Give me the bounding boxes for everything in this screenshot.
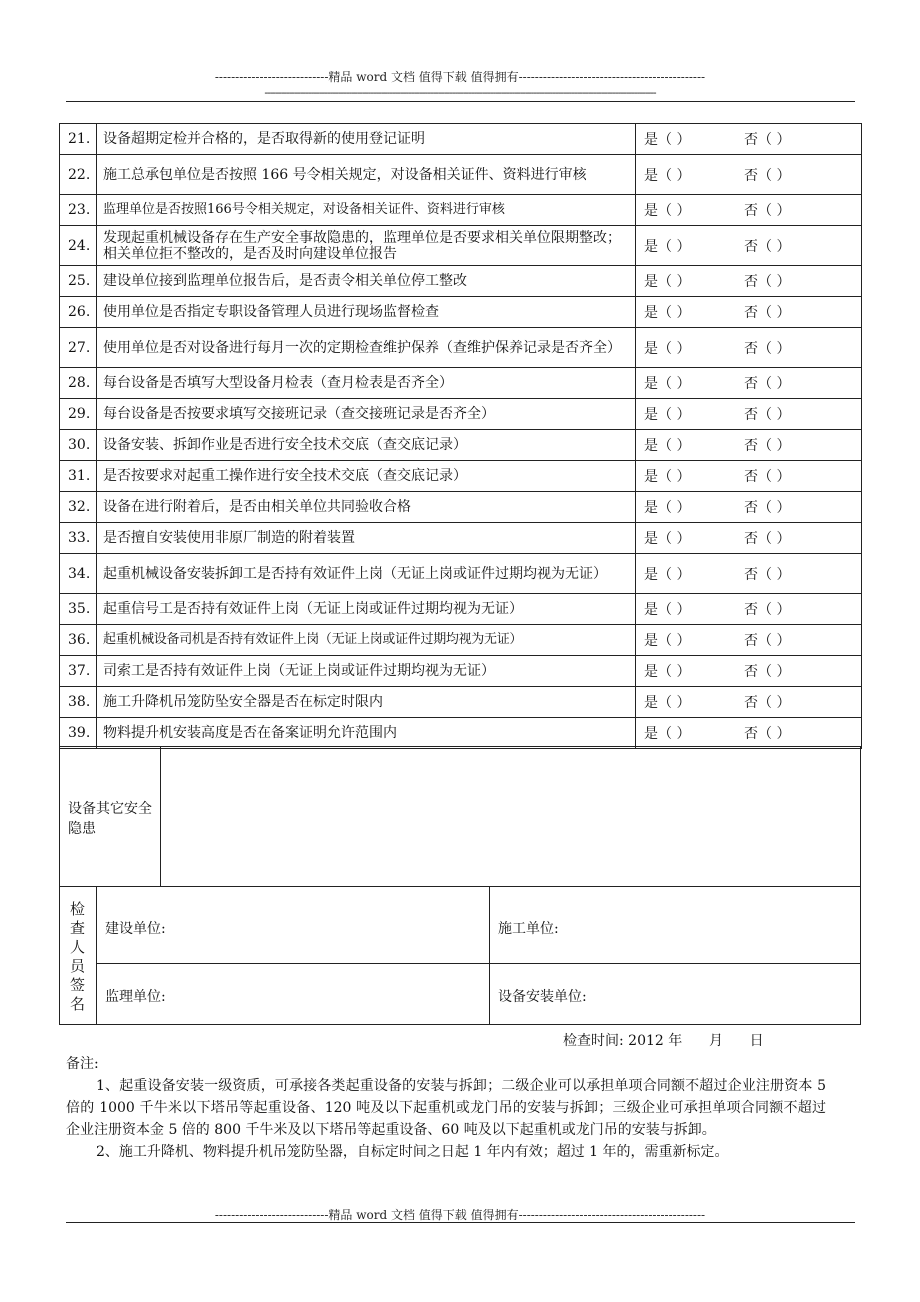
yes-option[interactable]: 是（ ） [644, 602, 691, 618]
row-item: 建设单位接到监理单位报告后，是否责令相关单位停工整改 [97, 266, 636, 297]
row-number: 23. [60, 195, 97, 226]
row-answer [636, 226, 862, 266]
construction-unit-label: 建设单位: [105, 921, 166, 937]
row-answer [636, 656, 862, 687]
row-answer [636, 461, 862, 492]
signature-label: 检查人员签名 [70, 900, 86, 1013]
row-answer [636, 124, 862, 155]
yes-option[interactable]: 是（ ） [644, 274, 691, 290]
no-option[interactable]: 否（ ） [744, 238, 791, 255]
no-option[interactable]: 否（ ） [744, 531, 791, 547]
row-number: 39. [60, 718, 97, 749]
yes-option[interactable]: 是（ ） [644, 633, 691, 649]
note-item: 1、起重设备安装一级资质，可承接各类起重设备的安装与拆卸；二级企业可以承担单项合同额不超过企业注册资本 5 倍的 1000 千牛米以下塔吊等起重设备、120 吨及以下起重机或龙门吊的安装与拆卸；三级企业可承担单项合同额不超过企业注册资本金 5 倍的 800 千牛米及以下塔吊等起重设备、60 吨及以下起重机或龙门吊的安装与拆卸。 [66, 1078, 826, 1138]
table-row [60, 656, 862, 687]
row-answer [636, 492, 862, 523]
no-option[interactable]: 否（ ） [744, 438, 791, 454]
row-number: 31. [60, 461, 97, 492]
table-row [60, 687, 862, 718]
row-number: 38. [60, 687, 97, 718]
row-item: 起重机械设备安装拆卸工是否持有效证件上岗（无证上岗或证件过期均视为无证） [97, 554, 636, 594]
no-option[interactable]: 否（ ） [744, 469, 791, 485]
row-answer [636, 718, 862, 749]
no-option[interactable]: 否（ ） [744, 167, 791, 184]
table-row [60, 266, 862, 297]
row-item: 物料提升机安装高度是否在备案证明允许范围内 [97, 718, 636, 749]
yes-option[interactable]: 是（ ） [644, 695, 691, 711]
row-answer [636, 625, 862, 656]
table-row [60, 523, 862, 554]
installation-unit-label: 设备安装单位: [498, 989, 587, 1005]
row-number: 37. [60, 656, 97, 687]
no-option[interactable]: 否（ ） [744, 132, 791, 148]
row-number: 30. [60, 430, 97, 461]
table-row [60, 368, 862, 399]
yes-option[interactable]: 是（ ） [644, 438, 691, 454]
row-item: 起重机械设备司机是否持有效证件上岗（无证上岗或证件过期均视为无证） [97, 625, 636, 656]
checklist-table [59, 123, 862, 749]
yes-option[interactable]: 是（ ） [644, 469, 691, 485]
supervision-unit-label: 监理单位: [105, 989, 166, 1005]
row-answer [636, 594, 862, 625]
row-item: 起重信号工是否持有效证件上岗（无证上岗或证件过期均视为无证） [97, 594, 636, 625]
table-row [60, 226, 862, 266]
row-item: 司索工是否持有效证件上岗（无证上岗或证件过期均视为无证） [97, 656, 636, 687]
no-option[interactable]: 否（ ） [744, 340, 791, 357]
table-row [60, 195, 862, 226]
row-answer [636, 554, 862, 594]
table-row [60, 461, 862, 492]
no-option[interactable]: 否（ ） [744, 274, 791, 290]
row-item: 施工升降机吊笼防坠安全器是否在标定时限内 [97, 687, 636, 718]
yes-option[interactable]: 是（ ） [644, 664, 691, 680]
yes-option[interactable]: 是（ ） [644, 305, 691, 321]
yes-option[interactable]: 是（ ） [644, 132, 691, 148]
row-item: 监理单位是否按照166号令相关规定，对设备相关证件、资料进行审核 [97, 195, 636, 226]
table-row [60, 399, 862, 430]
no-option[interactable]: 否（ ） [744, 695, 791, 711]
signature-section [59, 886, 861, 1025]
row-answer [636, 430, 862, 461]
other-hazards-label: 设备其它安全隐患 [68, 801, 152, 837]
no-option[interactable]: 否（ ） [744, 566, 791, 583]
yes-option[interactable]: 是（ ） [644, 531, 691, 547]
row-number: 27. [60, 328, 97, 368]
yes-option[interactable]: 是（ ） [644, 167, 691, 184]
row-number: 26. [60, 297, 97, 328]
row-item: 是否擅自安装使用非原厂制造的附着装置 [97, 523, 636, 554]
row-number: 33. [60, 523, 97, 554]
yes-option[interactable]: 是（ ） [644, 340, 691, 357]
header-rule [66, 101, 855, 102]
yes-option[interactable]: 是（ ） [644, 376, 691, 392]
page-footer-banner: ----------------------------精品 word 文档 值得下载 值得拥有---------------------------------------------- [214, 1208, 706, 1222]
row-item: 使用单位是否对设备进行每月一次的定期检查维护保养（查维护保养记录是否齐全） [97, 328, 636, 368]
notes-title: 备注: [66, 1056, 99, 1072]
row-item: 施工总承包单位是否按照 166 号令相关规定，对设备相关证件、资料进行审核 [97, 155, 636, 195]
row-answer [636, 195, 862, 226]
builder-unit-cell[interactable] [490, 887, 860, 964]
row-number: 24. [60, 226, 97, 266]
table-row [60, 625, 862, 656]
no-option[interactable]: 否（ ） [744, 305, 791, 321]
yes-option[interactable]: 是（ ） [644, 726, 691, 742]
table-row [60, 297, 862, 328]
other-hazards-label-cell [60, 747, 161, 886]
no-option[interactable]: 否（ ） [744, 500, 791, 516]
checklist-body [60, 124, 862, 749]
installation-unit-cell[interactable] [490, 964, 860, 1024]
row-item: 每台设备是否按要求填写交接班记录（查交接班记录是否齐全） [97, 399, 636, 430]
no-option[interactable]: 否（ ） [744, 664, 791, 680]
table-row [60, 124, 862, 155]
yes-option[interactable]: 是（ ） [644, 238, 691, 255]
row-item: 使用单位是否指定专职设备管理人员进行现场监督检查 [97, 297, 636, 328]
row-number: 21. [60, 124, 97, 155]
note-item: 2、施工升降机、物料提升机吊笼防坠器，自标定时间之日起 1 年内有效；超过 1 年的，需重新标定。 [96, 1144, 729, 1160]
builder-unit-label: 施工单位: [498, 921, 559, 937]
row-item: 设备在进行附着后，是否由相关单位共同验收合格 [97, 492, 636, 523]
yes-option[interactable]: 是（ ） [644, 500, 691, 516]
row-item: 发现起重机械设备存在生产安全事故隐患的，监理单位是否要求相关单位限期整改；相关单位拒不整改的，是否及时向建设单位报告 [97, 226, 636, 266]
row-number: 34. [60, 554, 97, 594]
row-item: 设备超期定检并合格的，是否取得新的使用登记证明 [97, 124, 636, 155]
page-header-dashes: ------------------------------------------------------------------------------------------------------------------------------------------------ [264, 86, 656, 99]
notes-section [66, 1053, 826, 1163]
yes-option[interactable]: 是（ ） [644, 407, 691, 423]
supervision-unit-cell[interactable] [97, 964, 490, 1024]
row-number: 32. [60, 492, 97, 523]
construction-unit-cell[interactable] [97, 887, 490, 964]
no-option[interactable]: 否（ ） [744, 633, 791, 649]
row-answer [636, 368, 862, 399]
row-number: 35. [60, 594, 97, 625]
signature-label-cell [60, 887, 97, 1024]
row-number: 22. [60, 155, 97, 195]
table-row [60, 328, 862, 368]
row-item: 每台设备是否填写大型设备月检表（查月检表是否齐全） [97, 368, 636, 399]
row-answer [636, 687, 862, 718]
row-answer [636, 155, 862, 195]
row-answer [636, 328, 862, 368]
row-number: 28. [60, 368, 97, 399]
row-number: 25. [60, 266, 97, 297]
no-option[interactable]: 否（ ） [744, 407, 791, 423]
table-row [60, 594, 862, 625]
table-row [60, 492, 862, 523]
row-number: 29. [60, 399, 97, 430]
row-item: 是否按要求对起重工操作进行安全技术交底（查交底记录） [97, 461, 636, 492]
row-number: 36. [60, 625, 97, 656]
row-answer [636, 297, 862, 328]
table-row [60, 554, 862, 594]
footer-rule [66, 1222, 855, 1223]
no-option[interactable]: 否（ ） [744, 726, 791, 742]
table-row [60, 430, 862, 461]
check-time: 检查时间: 2012 年 月 日 [563, 1033, 764, 1049]
no-option[interactable]: 否（ ） [744, 602, 791, 618]
table-row [60, 718, 862, 749]
row-answer [636, 523, 862, 554]
yes-option[interactable]: 是（ ） [644, 203, 691, 219]
yes-option[interactable]: 是（ ） [644, 566, 691, 583]
row-item: 设备安装、拆卸作业是否进行安全技术交底（查交底记录） [97, 430, 636, 461]
no-option[interactable]: 否（ ） [744, 376, 791, 392]
row-answer [636, 399, 862, 430]
page-header-banner: ----------------------------精品 word 文档 值得下载 值得拥有---------------------------------------------- [214, 70, 706, 84]
no-option[interactable]: 否（ ） [744, 203, 791, 219]
row-answer [636, 266, 862, 297]
table-row [60, 155, 862, 195]
other-hazards-section [59, 746, 861, 887]
